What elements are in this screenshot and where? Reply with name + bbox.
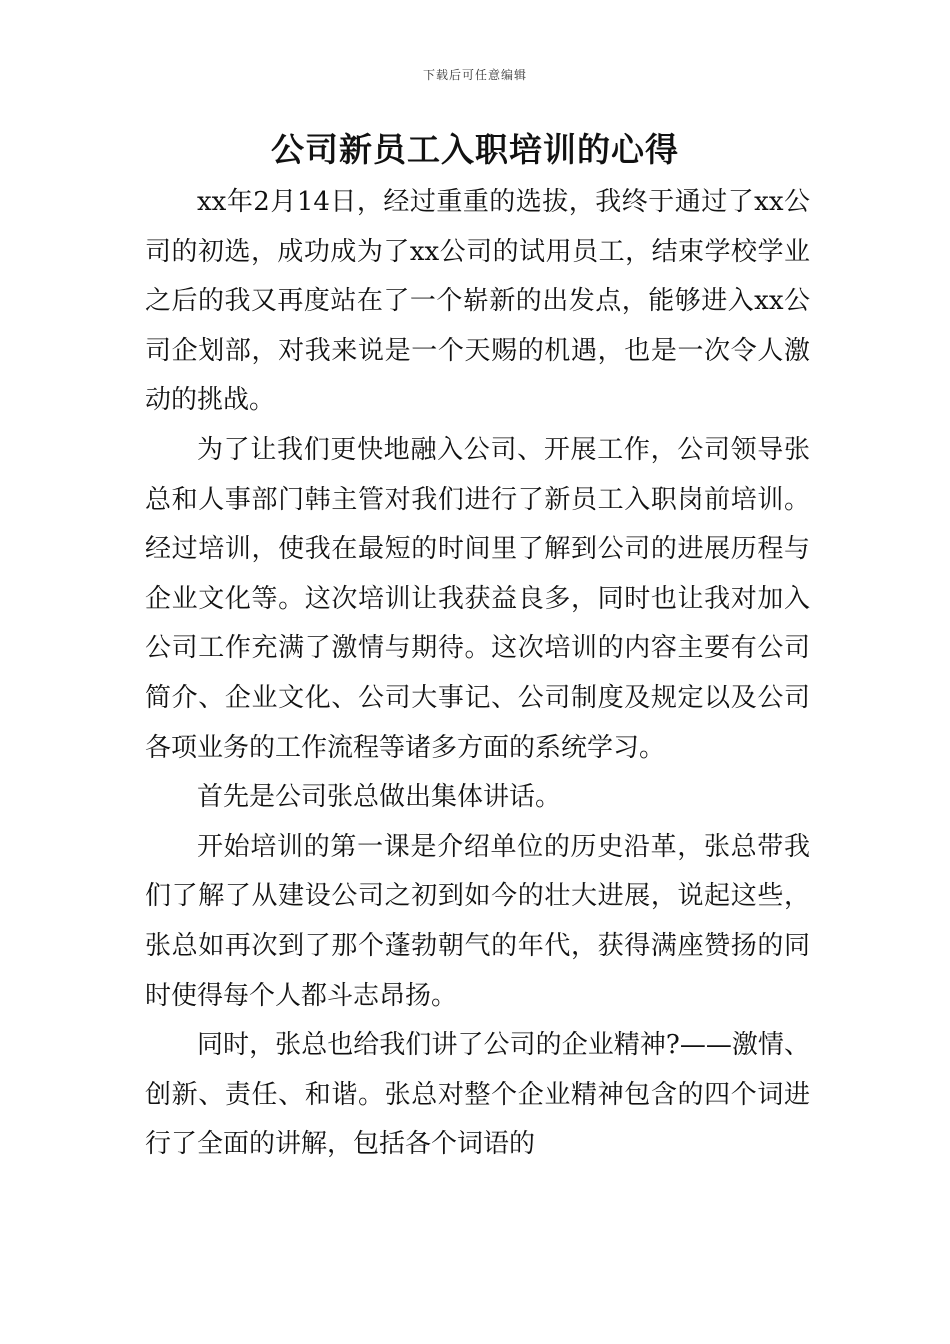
paragraph-1: xx年2月14日，经过重重的选拔，我终于通过了xx公司的初选，成功成为了xx公司的试用员工，结束学校学业之后的我又再度站在了一个崭新的出发点，能够进入xx公司企划部，对我来说是一个天赐的机遇，也是一次令人激动的挑战。 [145,187,810,416]
document-title: 公司新员工入职培训的心得 [271,130,679,169]
paragraph-3: 首先是公司张总做出集体讲话。 [197,782,562,813]
page-header-note: 下载后可任意编辑 [422,68,527,82]
paragraph-4: 开始培训的第一课是介绍单位的历史沿革，张总带我们了解了从建设公司之初到如今的壮大进展，说起这些，张总如再次到了那个蓬勃朝气的年代，获得满座赞扬的同时使得每个人都斗志昂扬。 [145,831,810,1011]
paragraph-2: 为了让我们更快地融入公司、开展工作，公司领导张总和人事部门韩主管对我们进行了新员工入职岗前培训。经过培训，使我在最短的时间里了解到公司的进展历程与企业文化等。这次培训让我获益良多，同时也让我对加入公司工作充满了激情与期待。这次培训的内容主要有公司简介、企业文化、公司大事记、公司制度及规定以及公司各项业务的工作流程等诸多方面的系统学习。 [145,434,810,763]
document-body [145,178,810,1170]
paragraph-5: 同时，张总也给我们讲了公司的企业精神?——激情、创新、责任、和谐。张总对整个企业精神包含的四个词进行了全面的讲解，包括各个词语的 [145,1030,810,1160]
